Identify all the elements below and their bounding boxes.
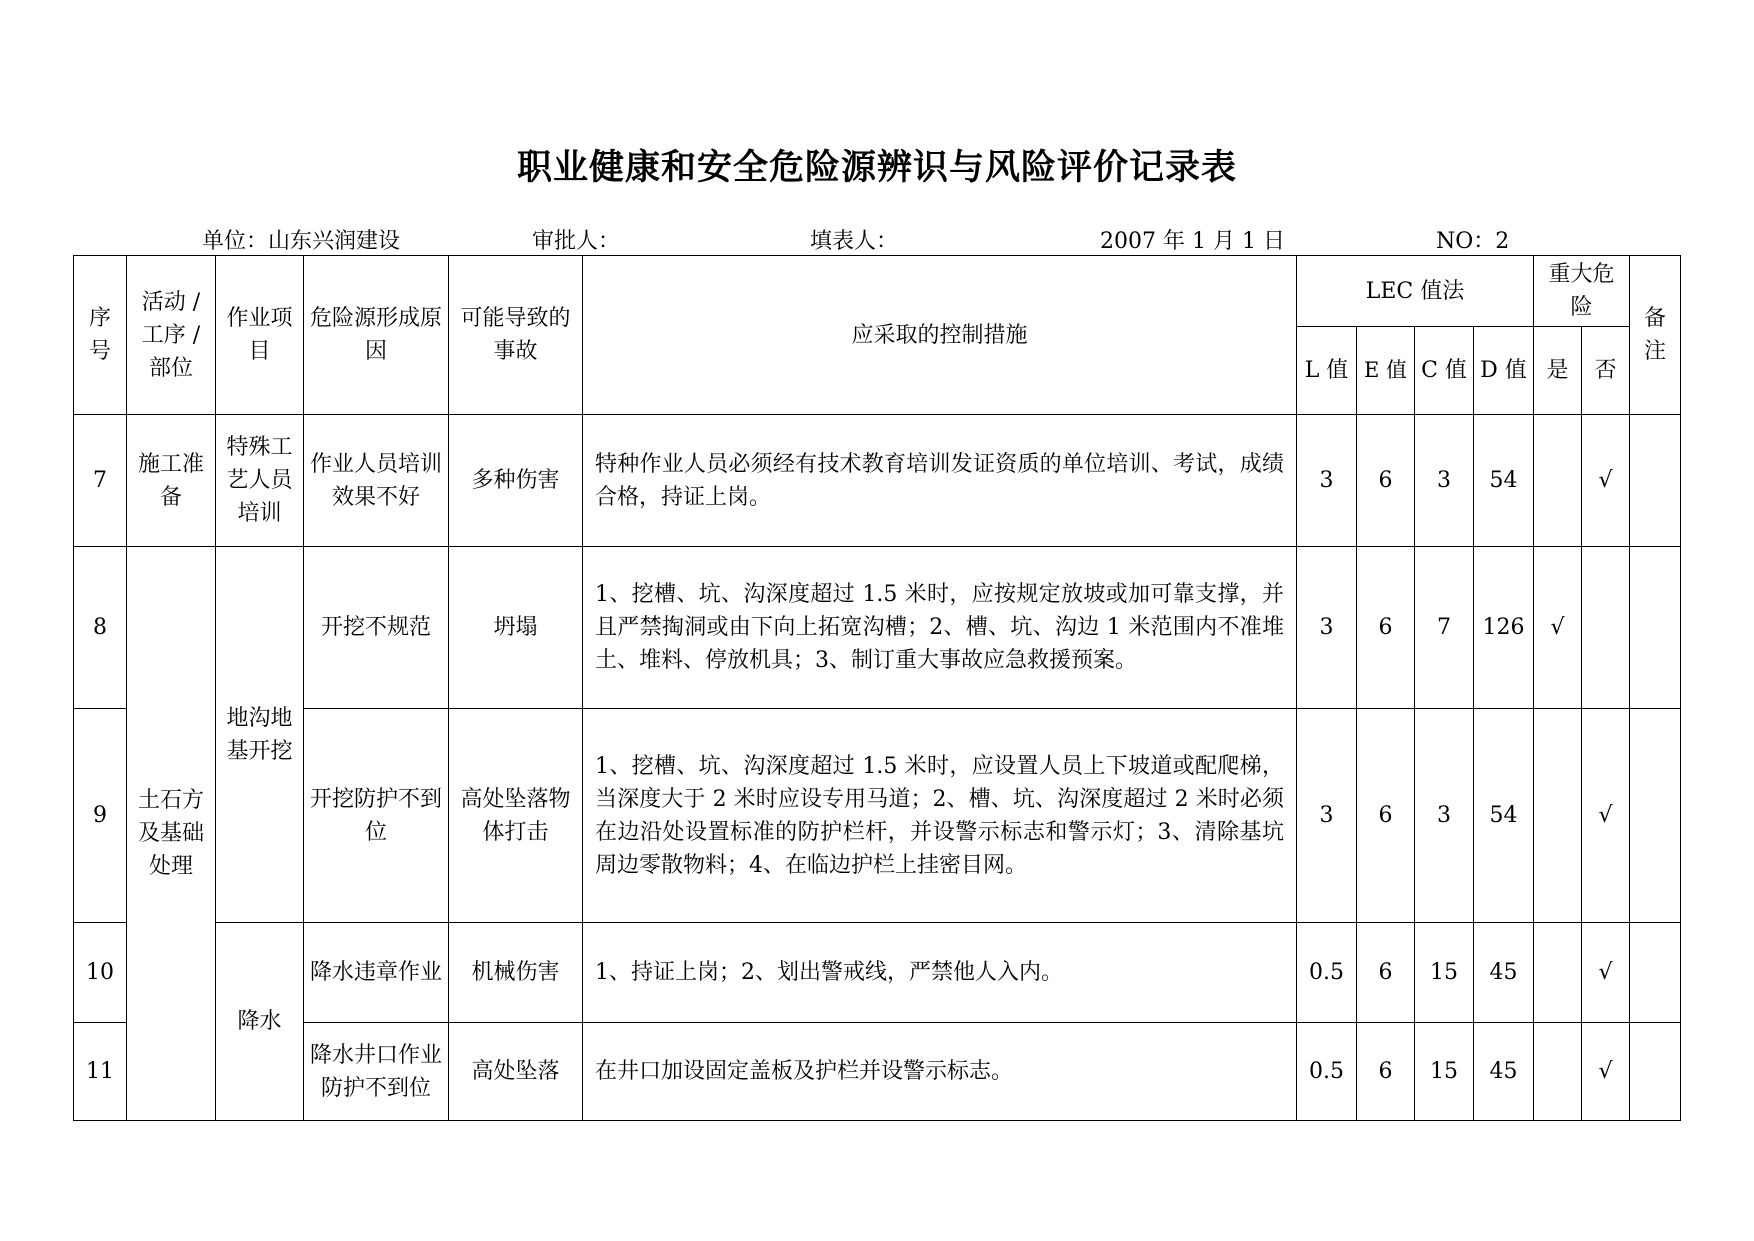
row-seq: 7 bbox=[74, 415, 127, 547]
row-l: 3 bbox=[1297, 709, 1357, 923]
row-cause: 降水井口作业防护不到位 bbox=[304, 1023, 449, 1121]
row-remark bbox=[1630, 415, 1681, 547]
row-e: 6 bbox=[1357, 547, 1415, 709]
date-label: 2007 年 1 月 1 日 bbox=[1100, 229, 1285, 254]
row-major-no bbox=[1582, 547, 1630, 709]
row-c: 3 bbox=[1415, 709, 1474, 923]
row-measures: 在井口加设固定盖板及护栏并设警示标志。 bbox=[583, 1023, 1297, 1121]
row-measures: 1、挖槽、坑、沟深度超过 1.5 米时，应设置人员上下坡道或配爬梯，当深度大于 2 米时应设专用马道；2、槽、坑、沟深度超过 2 米时必须在边沿处设置标准的防护栏杆，并设警示标志和警示灯；3、清除基坑周边零散物料；4、在临边护栏上挂密目网。 bbox=[583, 709, 1297, 923]
row-l: 0.5 bbox=[1297, 923, 1357, 1023]
row-remark bbox=[1630, 923, 1681, 1023]
row-work-item: 地沟地基开挖 bbox=[216, 547, 304, 923]
record-number: NO：2 bbox=[1436, 229, 1510, 254]
risk-assessment-table bbox=[73, 255, 1681, 1121]
header-accident: 可能导致的事故 bbox=[449, 256, 583, 415]
row-major-no: √ bbox=[1582, 415, 1630, 547]
header-seq: 序号 bbox=[74, 256, 127, 415]
row-major-no: √ bbox=[1582, 709, 1630, 923]
row-major-no: √ bbox=[1582, 923, 1630, 1023]
row-e: 6 bbox=[1357, 415, 1415, 547]
row-seq: 10 bbox=[74, 923, 127, 1023]
row-c: 7 bbox=[1415, 547, 1474, 709]
page-title: 职业健康和安全危险源辨识与风险评价记录表 bbox=[516, 148, 1237, 188]
row-major-yes bbox=[1534, 923, 1582, 1023]
header-row-1 bbox=[74, 256, 1681, 327]
header-major-hazard: 重大危险 bbox=[1534, 256, 1630, 327]
row-e: 6 bbox=[1357, 923, 1415, 1023]
row-cause: 开挖不规范 bbox=[304, 547, 449, 709]
row-c: 3 bbox=[1415, 415, 1474, 547]
row-e: 6 bbox=[1357, 1023, 1415, 1121]
row-measures: 1、持证上岗；2、划出警戒线，严禁他人入内。 bbox=[583, 923, 1297, 1023]
row-l: 3 bbox=[1297, 415, 1357, 547]
row-accident: 机械伤害 bbox=[449, 923, 583, 1023]
row-l: 3 bbox=[1297, 547, 1357, 709]
row-work-item: 降水 bbox=[216, 923, 304, 1121]
header-no: 否 bbox=[1582, 327, 1630, 415]
row-d: 54 bbox=[1474, 415, 1534, 547]
header-measures: 应采取的控制措施 bbox=[583, 256, 1297, 415]
row-measures: 1、挖槽、坑、沟深度超过 1.5 米时，应按规定放坡或加可靠支撑，并且严禁掏洞或由下向上拓宽沟槽；2、槽、坑、沟边 1 米范围内不准堆土、堆料、停放机具；3、制订重大事故应急救援预案。 bbox=[583, 547, 1297, 709]
row-major-yes bbox=[1534, 415, 1582, 547]
row-activity: 施工准备 bbox=[127, 415, 216, 547]
row-c: 15 bbox=[1415, 923, 1474, 1023]
row-cause: 开挖防护不到位 bbox=[304, 709, 449, 923]
header-remark: 备注 bbox=[1630, 256, 1681, 415]
header-work-item: 作业项目 bbox=[216, 256, 304, 415]
row-d: 54 bbox=[1474, 709, 1534, 923]
row-seq: 9 bbox=[74, 709, 127, 923]
row-seq: 11 bbox=[74, 1023, 127, 1121]
row-d: 126 bbox=[1474, 547, 1534, 709]
row-work-item: 特殊工艺人员培训 bbox=[216, 415, 304, 547]
row-activity: 土石方及基础处理 bbox=[127, 547, 216, 1121]
table-row bbox=[74, 415, 1681, 547]
header-d: D 值 bbox=[1474, 327, 1534, 415]
filler-label: 填表人： bbox=[810, 229, 899, 254]
row-remark bbox=[1630, 547, 1681, 709]
row-c: 15 bbox=[1415, 1023, 1474, 1121]
header-yes: 是 bbox=[1534, 327, 1582, 415]
table-row bbox=[74, 547, 1681, 709]
row-major-yes bbox=[1534, 709, 1582, 923]
header-c: C 值 bbox=[1415, 327, 1474, 415]
row-cause: 作业人员培训效果不好 bbox=[304, 415, 449, 547]
row-major-yes: √ bbox=[1534, 547, 1582, 709]
approver-label: 审批人： bbox=[532, 229, 621, 254]
row-major-no: √ bbox=[1582, 1023, 1630, 1121]
unit-label: 单位：山东兴润建设 bbox=[202, 229, 401, 254]
row-accident: 多种伤害 bbox=[449, 415, 583, 547]
table-row bbox=[74, 923, 1681, 1023]
header-e: E 值 bbox=[1357, 327, 1415, 415]
row-accident: 高处坠落物体打击 bbox=[449, 709, 583, 923]
row-d: 45 bbox=[1474, 1023, 1534, 1121]
row-l: 0.5 bbox=[1297, 1023, 1357, 1121]
row-remark bbox=[1630, 709, 1681, 923]
row-e: 6 bbox=[1357, 709, 1415, 923]
row-accident: 坍塌 bbox=[449, 547, 583, 709]
header-hazard-cause: 危险源形成原因 bbox=[304, 256, 449, 415]
row-seq: 8 bbox=[74, 547, 127, 709]
row-major-yes bbox=[1534, 1023, 1582, 1121]
table-row bbox=[74, 709, 1681, 923]
row-cause: 降水违章作业 bbox=[304, 923, 449, 1023]
header-lec: LEC 值法 bbox=[1297, 256, 1534, 327]
table-row bbox=[74, 1023, 1681, 1121]
row-measures: 特种作业人员必须经有技术教育培训发证资质的单位培训、考试，成绩合格，持证上岗。 bbox=[583, 415, 1297, 547]
row-d: 45 bbox=[1474, 923, 1534, 1023]
header-l: L 值 bbox=[1297, 327, 1357, 415]
row-remark bbox=[1630, 1023, 1681, 1121]
header-activity: 活动 / 工序 / 部位 bbox=[127, 256, 216, 415]
row-accident: 高处坠落 bbox=[449, 1023, 583, 1121]
